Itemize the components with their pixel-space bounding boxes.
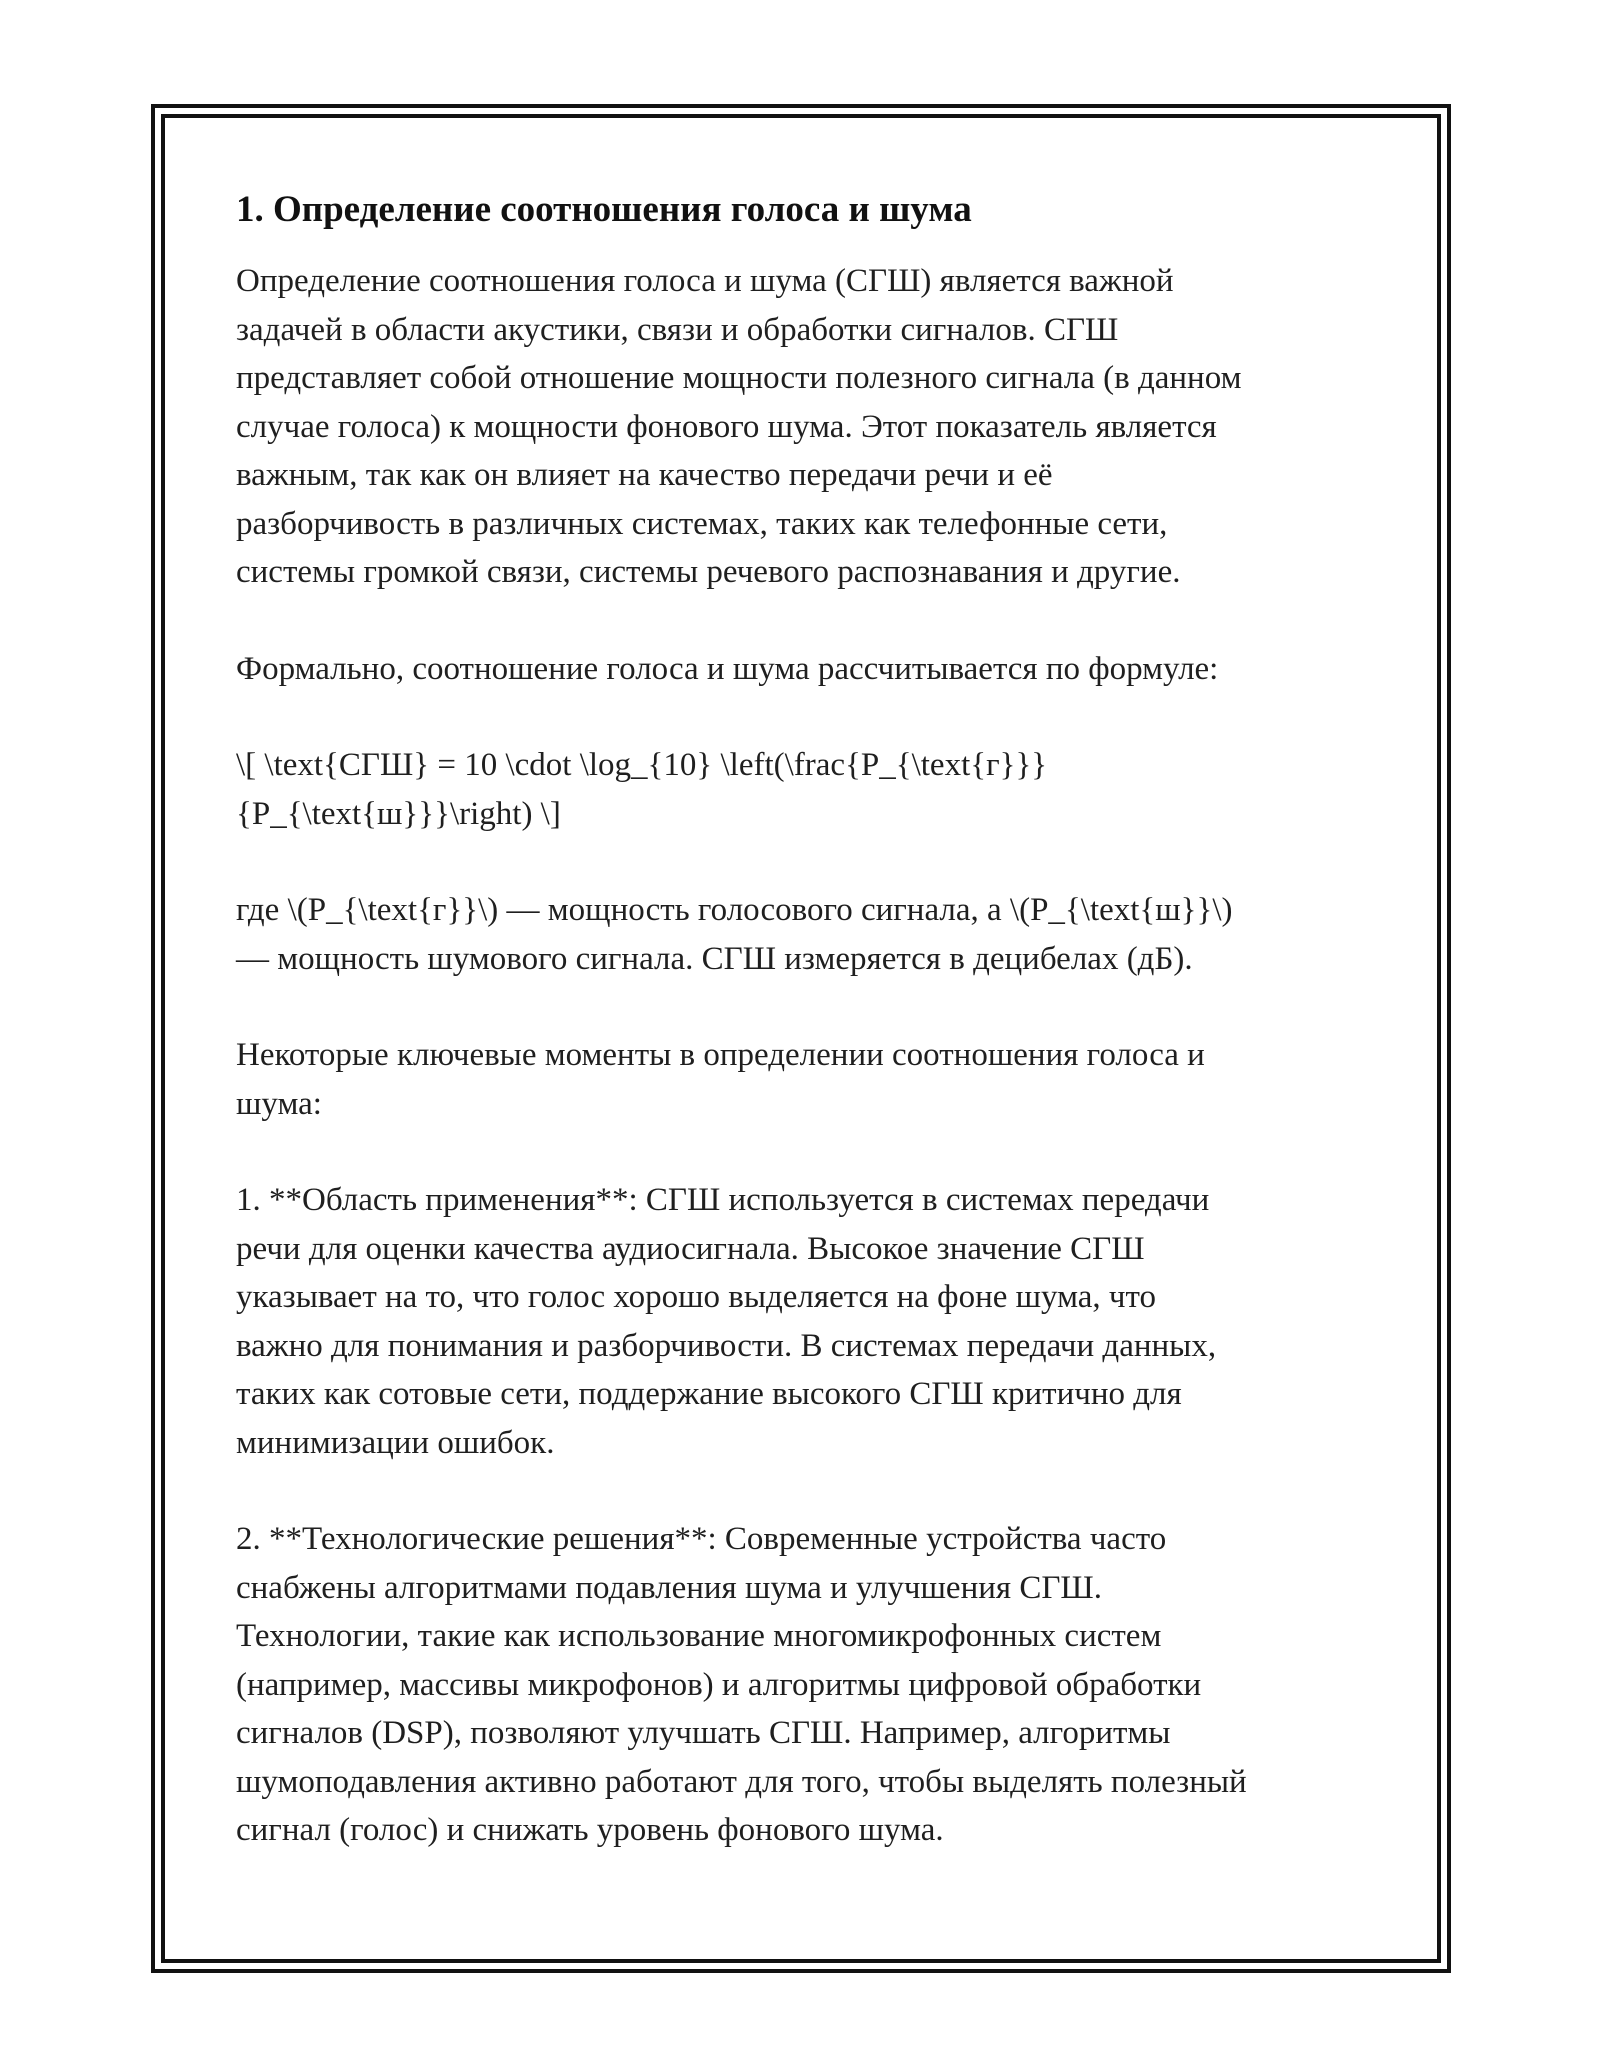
formula-intro-paragraph: Формально, соотношение голоса и шума рассчитывается по формуле:	[236, 650, 1219, 687]
formula-latex: \[ \text{СГШ} = 10 \cdot \log_{10} \left(\frac{P_{\text{г}}} {P_{\text{ш}}}\right) \]	[236, 747, 1048, 832]
document-body	[236, 186, 1386, 1903]
intro-paragraph: Определение соотношения голоса и шума (СГШ) является важной задачей в области акустики, связи и обработки сигналов. СГШ представляет собой отношение мощности полезного сигнала (в данном случае голоса) к мощности фонового шума. Этот показатель является важным, так как он влияет на качество передачи речи и её разборчивость в различных системах, таких как телефонные сети, системы громкой связи, системы речевого распознавания и другие.	[236, 263, 1242, 590]
formula-explanation-paragraph: где \(P_{\text{г}}\) — мощность голосового сигнала, а \(P_{\text{ш}}\) — мощность шумового сигнала. СГШ измеряется в децибелах (дБ).	[236, 892, 1233, 977]
key-point-1: 1. **Область применения**: СГШ используется в системах передачи речи для оценки качества аудиосигнала. Высокое значение СГШ указывает на то, что голос хорошо выделяется на фоне шума, что важно для понимания и разборчивости. В системах передачи данных, таких как сотовые сети, поддержание высокого СГШ критично для минимизации ошибок.	[236, 1182, 1217, 1461]
section-heading: 1. Определение соотношения голоса и шума	[236, 189, 972, 230]
key-point-2: 2. **Технологические решения**: Современные устройства часто снабжены алгоритмами подавления шума и улучшения СГШ. Технологии, такие как использование многомикрофонных систем (например, массивы микрофонов) и алгоритмы цифровой обработки сигналов (DSP), позволяют улучшать СГШ. Например, алгоритмы шумоподавления активно работают для того, чтобы выделять полезный сигнал (голос) и снижать уровень фонового шума.	[236, 1521, 1247, 1848]
key-points-intro-paragraph: Некоторые ключевые моменты в определении соотношения голоса и шума:	[236, 1037, 1205, 1122]
